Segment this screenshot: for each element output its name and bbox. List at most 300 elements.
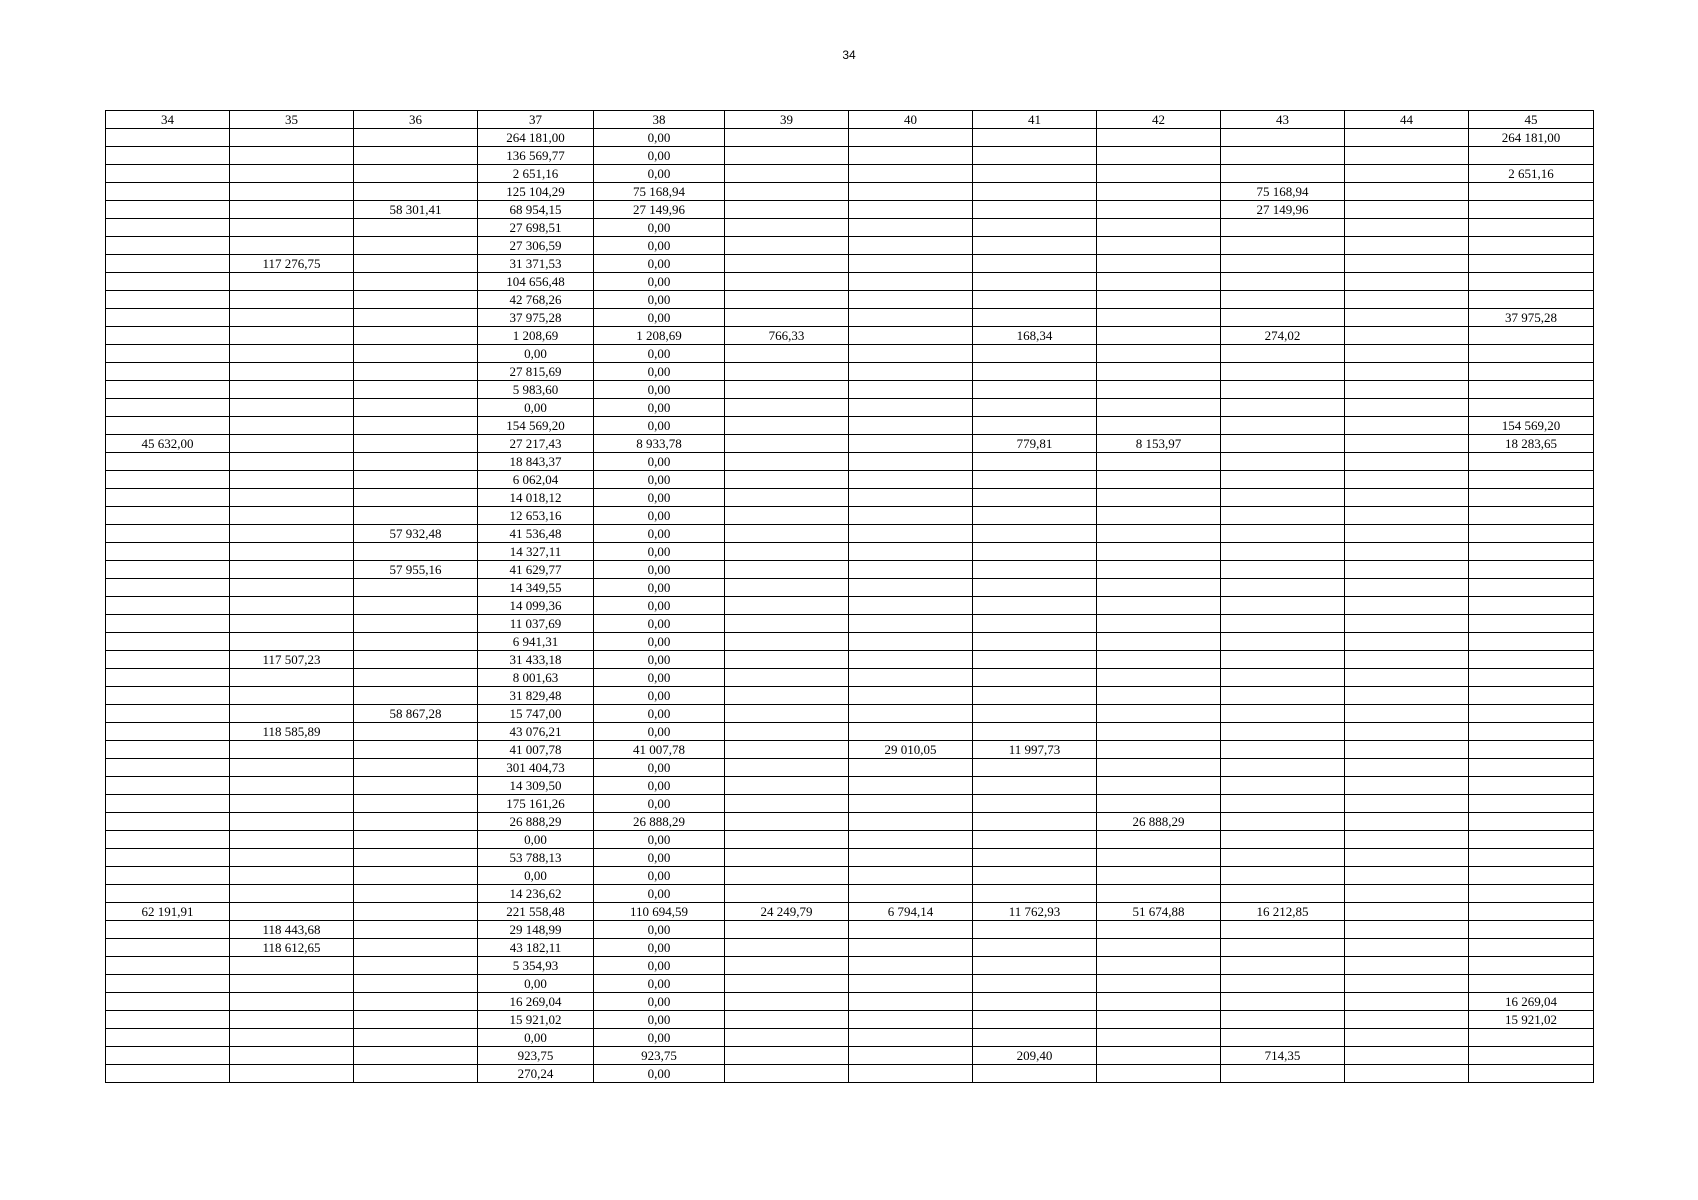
table-cell-col-39: 766,33 [725,327,849,345]
table-cell-col-35 [230,1065,354,1083]
table-cell-col-40 [849,1065,973,1083]
table-cell-col-36 [354,507,478,525]
table-row [106,237,1594,255]
table-row [106,165,1594,183]
table-cell-col-43 [1221,723,1345,741]
table-cell-col-35 [230,417,354,435]
table-cell-col-35 [230,525,354,543]
table-cell-col-35 [230,309,354,327]
table-cell-col-45 [1469,327,1594,345]
table-row [106,309,1594,327]
table-cell-col-45: 154 569,20 [1469,417,1594,435]
table-cell-col-42 [1097,723,1221,741]
table-cell-col-37: 42 768,26 [478,291,594,309]
table-cell-col-36 [354,615,478,633]
table-cell-col-38: 0,00 [594,453,725,471]
table-cell-col-44 [1345,579,1469,597]
table-cell-col-35 [230,543,354,561]
table-cell-col-34 [106,849,230,867]
table-cell-col-37: 15 747,00 [478,705,594,723]
table-cell-col-37: 29 148,99 [478,921,594,939]
table-cell-col-40 [849,219,973,237]
table-cell-col-34 [106,525,230,543]
table-cell-col-39 [725,885,849,903]
table-cell-col-38: 0,00 [594,723,725,741]
table-cell-col-44 [1345,813,1469,831]
table-cell-col-39 [725,831,849,849]
table-cell-col-41 [973,165,1097,183]
table-cell-col-35 [230,399,354,417]
table-cell-col-44 [1345,669,1469,687]
table-cell-col-35 [230,615,354,633]
table-cell-col-40 [849,291,973,309]
table-cell-col-42 [1097,1047,1221,1065]
table-cell-col-36 [354,741,478,759]
table-cell-col-36: 58 301,41 [354,201,478,219]
table-cell-col-38: 0,00 [594,147,725,165]
table-cell-col-40 [849,417,973,435]
table-cell-col-39 [725,417,849,435]
table-cell-col-37: 41 629,77 [478,561,594,579]
table-cell-col-43 [1221,975,1345,993]
table-cell-col-35 [230,777,354,795]
table-cell-col-38: 0,00 [594,579,725,597]
table-cell-col-38: 0,00 [594,309,725,327]
table-cell-col-37: 18 843,37 [478,453,594,471]
table-cell-col-40 [849,867,973,885]
table-cell-col-44 [1345,255,1469,273]
table-cell-col-35: 117 276,75 [230,255,354,273]
table-cell-col-42 [1097,255,1221,273]
table-cell-col-44 [1345,183,1469,201]
table-cell-col-39 [725,381,849,399]
table-cell-col-37: 14 099,36 [478,597,594,615]
table-cell-col-40 [849,579,973,597]
table-cell-col-36 [354,147,478,165]
table-cell-col-42 [1097,129,1221,147]
table-row [106,669,1594,687]
table-cell-col-45 [1469,975,1594,993]
table-cell-col-36 [354,327,478,345]
table-cell-col-44 [1345,273,1469,291]
table-cell-col-37: 37 975,28 [478,309,594,327]
table-cell-col-40 [849,795,973,813]
table-row [106,327,1594,345]
table-cell-col-43 [1221,615,1345,633]
table-row [106,273,1594,291]
table-cell-col-45 [1469,561,1594,579]
table-cell-col-38: 0,00 [594,687,725,705]
table-cell-col-40 [849,435,973,453]
table-cell-col-40 [849,759,973,777]
table-cell-col-45: 2 651,16 [1469,165,1594,183]
table-cell-col-42 [1097,219,1221,237]
table-cell-col-37: 221 558,48 [478,903,594,921]
table-cell-col-35 [230,219,354,237]
table-cell-col-43: 27 149,96 [1221,201,1345,219]
table-row [106,903,1594,921]
table-row [106,1047,1594,1065]
table-cell-col-42 [1097,579,1221,597]
table-cell-col-45 [1469,147,1594,165]
table-cell-col-35 [230,1029,354,1047]
table-cell-col-39 [725,993,849,1011]
table-cell-col-44 [1345,471,1469,489]
table-row [106,183,1594,201]
table-cell-col-38: 0,00 [594,273,725,291]
table-cell-col-42 [1097,831,1221,849]
table-cell-col-40 [849,633,973,651]
table-cell-col-36 [354,633,478,651]
table-cell-col-42 [1097,399,1221,417]
table-cell-col-37: 2 651,16 [478,165,594,183]
table-cell-col-44 [1345,975,1469,993]
table-cell-col-39 [725,399,849,417]
table-cell-col-43: 714,35 [1221,1047,1345,1065]
table-cell-col-38: 26 888,29 [594,813,725,831]
table-cell-col-39 [725,777,849,795]
table-cell-col-40 [849,849,973,867]
table-cell-col-41 [973,849,1097,867]
table-cell-col-45 [1469,957,1594,975]
table-cell-col-41 [973,129,1097,147]
table-cell-col-38: 0,00 [594,561,725,579]
table-cell-col-35 [230,327,354,345]
table-cell-col-42 [1097,309,1221,327]
table-cell-col-38: 923,75 [594,1047,725,1065]
table-cell-col-43 [1221,579,1345,597]
table-cell-col-45 [1469,1065,1594,1083]
table-cell-col-44 [1345,327,1469,345]
column-header-39: 39 [725,111,849,129]
table-cell-col-38: 0,00 [594,795,725,813]
table-cell-col-39 [725,219,849,237]
table-cell-col-45 [1469,399,1594,417]
table-cell-col-36 [354,957,478,975]
table-row [106,795,1594,813]
table-cell-col-40 [849,705,973,723]
table-cell-col-42 [1097,291,1221,309]
table-cell-col-43 [1221,507,1345,525]
table-row [106,417,1594,435]
table-cell-col-42 [1097,651,1221,669]
table-cell-col-35 [230,687,354,705]
table-cell-col-38: 0,00 [594,381,725,399]
table-cell-col-39 [725,201,849,219]
table-cell-col-43 [1221,417,1345,435]
table-cell-col-43: 16 212,85 [1221,903,1345,921]
table-cell-col-35 [230,183,354,201]
table-cell-col-35 [230,849,354,867]
table-row [106,291,1594,309]
table-cell-col-41 [973,363,1097,381]
table-cell-col-44 [1345,1011,1469,1029]
table-cell-col-34 [106,399,230,417]
table-cell-col-38: 0,00 [594,759,725,777]
table-cell-col-39 [725,255,849,273]
table-cell-col-34 [106,417,230,435]
table-cell-col-42 [1097,687,1221,705]
table-cell-col-38: 41 007,78 [594,741,725,759]
table-cell-col-35 [230,201,354,219]
table-cell-col-44 [1345,219,1469,237]
table-cell-col-40 [849,1047,973,1065]
table-row [106,1011,1594,1029]
table-cell-col-37: 136 569,77 [478,147,594,165]
table-cell-col-42 [1097,615,1221,633]
table-cell-col-34 [106,201,230,219]
table-cell-col-40 [849,345,973,363]
table-cell-col-40 [849,489,973,507]
table-cell-col-42 [1097,471,1221,489]
table-cell-col-37: 41 007,78 [478,741,594,759]
table-cell-col-41 [973,507,1097,525]
table-cell-col-34 [106,489,230,507]
table-cell-col-37: 15 921,02 [478,1011,594,1029]
table-cell-col-35: 117 507,23 [230,651,354,669]
table-cell-col-35 [230,669,354,687]
table-cell-col-39 [725,525,849,543]
table-cell-col-39 [725,687,849,705]
table-cell-col-40: 29 010,05 [849,741,973,759]
table-cell-col-45 [1469,633,1594,651]
table-cell-col-44 [1345,489,1469,507]
table-cell-col-34 [106,1065,230,1083]
table-cell-col-45 [1469,183,1594,201]
table-cell-col-36: 58 867,28 [354,705,478,723]
table-cell-col-44 [1345,345,1469,363]
table-cell-col-36: 57 955,16 [354,561,478,579]
table-cell-col-43 [1221,939,1345,957]
table-cell-col-34 [106,255,230,273]
table-cell-col-37: 53 788,13 [478,849,594,867]
table-cell-col-34 [106,993,230,1011]
table-cell-col-44 [1345,363,1469,381]
table-cell-col-34 [106,939,230,957]
table-row [106,507,1594,525]
table-cell-col-40 [849,255,973,273]
table-cell-col-41 [973,255,1097,273]
table-cell-col-44 [1345,561,1469,579]
table-cell-col-41 [973,651,1097,669]
table-cell-col-40 [849,561,973,579]
table-cell-col-35 [230,147,354,165]
table-cell-col-38: 0,00 [594,165,725,183]
table-cell-col-40 [849,183,973,201]
table-row [106,345,1594,363]
table-row [106,489,1594,507]
table-row [106,561,1594,579]
table-cell-col-39 [725,651,849,669]
table-cell-col-35 [230,579,354,597]
table-cell-col-42 [1097,885,1221,903]
table-cell-col-40 [849,993,973,1011]
table-cell-col-41 [973,723,1097,741]
table-cell-col-36 [354,417,478,435]
table-cell-col-36 [354,903,478,921]
table-cell-col-37: 27 815,69 [478,363,594,381]
table-cell-col-42 [1097,489,1221,507]
table-cell-col-41: 168,34 [973,327,1097,345]
table-cell-col-41: 11 997,73 [973,741,1097,759]
table-cell-col-45: 264 181,00 [1469,129,1594,147]
table-row [106,867,1594,885]
table-cell-col-36 [354,453,478,471]
table-cell-col-43 [1221,885,1345,903]
table-cell-col-41 [973,561,1097,579]
table-cell-col-42 [1097,381,1221,399]
table-cell-col-42 [1097,633,1221,651]
table-cell-col-41 [973,345,1097,363]
table-cell-col-34 [106,597,230,615]
table-cell-col-34 [106,183,230,201]
table-cell-col-44 [1345,615,1469,633]
table-cell-col-41 [973,309,1097,327]
table-cell-col-35 [230,471,354,489]
table-cell-col-34 [106,921,230,939]
table-cell-col-37: 11 037,69 [478,615,594,633]
data-table [105,110,1594,1083]
table-cell-col-40 [849,723,973,741]
table-cell-col-40 [849,957,973,975]
table-cell-col-36 [354,273,478,291]
table-cell-col-42 [1097,1029,1221,1047]
table-cell-col-35 [230,705,354,723]
table-cell-col-37: 301 404,73 [478,759,594,777]
table-cell-col-35 [230,507,354,525]
table-cell-col-43 [1221,273,1345,291]
table-cell-col-45 [1469,615,1594,633]
table-cell-col-35 [230,867,354,885]
table-cell-col-39 [725,759,849,777]
table-cell-col-44 [1345,651,1469,669]
table-cell-col-44 [1345,1065,1469,1083]
table-cell-col-45 [1469,1047,1594,1065]
table-cell-col-42 [1097,273,1221,291]
table-cell-col-44 [1345,1047,1469,1065]
table-cell-col-45 [1469,651,1594,669]
table-cell-col-42 [1097,453,1221,471]
table-cell-col-44 [1345,741,1469,759]
table-cell-col-43: 75 168,94 [1221,183,1345,201]
table-cell-col-43 [1221,165,1345,183]
table-cell-col-38: 0,00 [594,1065,725,1083]
table-cell-col-34 [106,579,230,597]
table-cell-col-37: 0,00 [478,867,594,885]
table-cell-col-44 [1345,939,1469,957]
table-cell-col-40 [849,273,973,291]
table-cell-col-42 [1097,237,1221,255]
table-cell-col-36 [354,543,478,561]
table-cell-col-37: 125 104,29 [478,183,594,201]
table-cell-col-36 [354,813,478,831]
table-cell-col-44 [1345,453,1469,471]
table-cell-col-38: 0,00 [594,957,725,975]
table-cell-col-42 [1097,165,1221,183]
table-cell-col-36 [354,759,478,777]
table-cell-col-45: 15 921,02 [1469,1011,1594,1029]
table-cell-col-34 [106,795,230,813]
table-cell-col-43 [1221,453,1345,471]
table-cell-col-37: 31 829,48 [478,687,594,705]
table-cell-col-43 [1221,849,1345,867]
table-cell-col-36 [354,831,478,849]
table-row [106,435,1594,453]
table-cell-col-35 [230,435,354,453]
table-cell-col-36 [354,1065,478,1083]
table-cell-col-43 [1221,777,1345,795]
table-cell-col-44 [1345,723,1469,741]
table-cell-col-42 [1097,741,1221,759]
table-cell-col-34 [106,957,230,975]
table-cell-col-34 [106,219,230,237]
column-header-34: 34 [106,111,230,129]
table-row [106,777,1594,795]
table-cell-col-40 [849,363,973,381]
table-cell-col-44 [1345,885,1469,903]
table-row [106,543,1594,561]
table-cell-col-45 [1469,1029,1594,1047]
table-cell-col-43 [1221,219,1345,237]
table-cell-col-42 [1097,867,1221,885]
table-cell-col-37: 923,75 [478,1047,594,1065]
table-cell-col-34 [106,741,230,759]
table-cell-col-34 [106,129,230,147]
table-cell-col-38: 1 208,69 [594,327,725,345]
table-cell-col-41 [973,795,1097,813]
table-cell-col-37: 0,00 [478,1029,594,1047]
table-cell-col-40 [849,831,973,849]
table-cell-col-41 [973,993,1097,1011]
table-cell-col-45 [1469,507,1594,525]
table-cell-col-38: 75 168,94 [594,183,725,201]
table-cell-col-45 [1469,219,1594,237]
table-cell-col-43 [1221,543,1345,561]
table-cell-col-45 [1469,849,1594,867]
table-row [106,939,1594,957]
table-row [106,129,1594,147]
table-cell-col-45 [1469,201,1594,219]
table-cell-col-39 [725,669,849,687]
table-cell-col-39 [725,183,849,201]
table-cell-col-44 [1345,957,1469,975]
table-cell-col-39 [725,507,849,525]
table-cell-col-34: 45 632,00 [106,435,230,453]
table-cell-col-43 [1221,471,1345,489]
table-cell-col-45 [1469,345,1594,363]
table-cell-col-42 [1097,525,1221,543]
table-cell-col-34 [106,471,230,489]
table-row [106,1029,1594,1047]
table-cell-col-43 [1221,597,1345,615]
table-header [106,111,1594,129]
table-cell-col-38: 0,00 [594,417,725,435]
table-cell-col-45 [1469,669,1594,687]
table-cell-col-38: 0,00 [594,939,725,957]
table-cell-col-37: 5 354,93 [478,957,594,975]
table-row [106,399,1594,417]
table-cell-col-39 [725,561,849,579]
table-cell-col-40 [849,201,973,219]
page-number: 34 [842,48,856,62]
table-cell-col-38: 0,00 [594,219,725,237]
table-cell-col-38: 0,00 [594,543,725,561]
table-cell-col-41 [973,615,1097,633]
table-row [106,525,1594,543]
table-cell-col-42 [1097,669,1221,687]
table-cell-col-43 [1221,237,1345,255]
table-row [106,831,1594,849]
